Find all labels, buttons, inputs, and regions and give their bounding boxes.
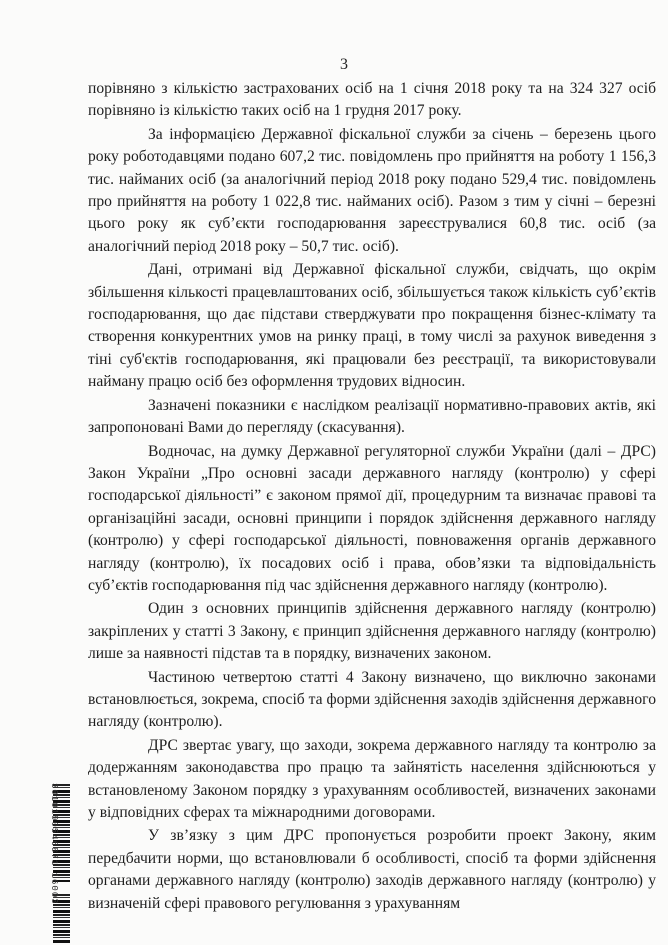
paragraph: За інформацією Державної фіскальної служби за січень – березень цього року роботодавцями подано 607,2 тис. повідомлень про прийняття на роботу 1 156,3 тис. найманих осіб (за аналогічний період 2018 року подано 529,4 тис. повідомлень про прийняття на роботу 1 022,8 тис. найманих осіб). Разом з тим у січні – березні цього року як суб’єкти господарювання зареєструвалися 60,8 тис. осіб (за аналогічний період 2018 року – 50,7 тис. осіб). <box>88 125 656 255</box>
paragraph: У зв’язку з цим ДРС пропонується розробити проект Закону, яким передбачити норми, що встановлювали б особливості, спосіб та форми здійснення органами державного нагляду (контролю) заходів державного нагляду (контролю) у визначеній сфері правового регулювання з урахуванням <box>88 827 656 912</box>
page-number: 3 <box>340 56 348 73</box>
paragraph: Частиною четвертою статті 4 Закону визначено, що виключно законами встановлюється, зокрема, спосіб та форми здійснення заходів здійснення державного нагляду (контролю). <box>88 668 656 731</box>
barcode-suffix: 16003 <box>49 872 59 905</box>
paragraph: Один з основних принципів здійснення державного нагляду (контролю) закріплених у статті 3 Закону, є принцип здійснення державного нагляду (контролю) лише за наявності підстав та в порядку, визначених законом. <box>88 600 656 663</box>
paragraph: Дані, отримані від Державної фіскальної служби, свідчать, що окрім збільшення кількості працевлаштованих осіб, збільшується також кількість суб’єктів господарювання, що дає підстави стверджувати про покращення бізнес-клімату та створення конкурентних умов на ринку праці, в тому числі за рахунок виведення з тіні суб'єктів господарювання, які працювали без реєстрації, та використовували найману працю осіб без оформлення трудових відносин. <box>88 261 656 391</box>
paragraph: ДРС звертає увагу, що заходи, зокрема державного нагляду та контролю за додержанням законодавства про працю та зайнятість населення здійснюються у встановленому Законом порядку з урахуванням особливостей, визначених законами у відповідних сферах та міжнародними договорами. <box>88 736 656 821</box>
barcode-number <box>49 783 59 943</box>
barcode <box>42 784 70 944</box>
paragraph: Зазначені показники є наслідком реалізації нормативно-правових актів, які запропоновані Вами до перегляду (скасування). <box>88 396 656 437</box>
paragraph: Водночас, на думку Державної регуляторної служби України (далі – ДРС) Закон України „Про основні засади державного нагляду (контролю) у сфері господарської діяльності” є законом прямої дії, процедурним та визначає правові та організаційні засади, основні принципи і порядок здійснення державного нагляду (контролю) у сфері господарської діяльності, повноваження органів державного нагляду (контролю), їх посадових осіб і права, обов’язки та відповідальність суб’єктів господарювання під час здійснення державного нагляду (контролю). <box>88 442 656 594</box>
paragraph: порівняно з кількістю застрахованих осіб на 1 січня 2018 року та на 324 327 осіб порівняно із кількістю таких осіб на 1 грудня 2017 року. <box>88 80 656 120</box>
barcode-digits: 3010190546871 <box>49 783 59 867</box>
document-body <box>88 78 656 916</box>
